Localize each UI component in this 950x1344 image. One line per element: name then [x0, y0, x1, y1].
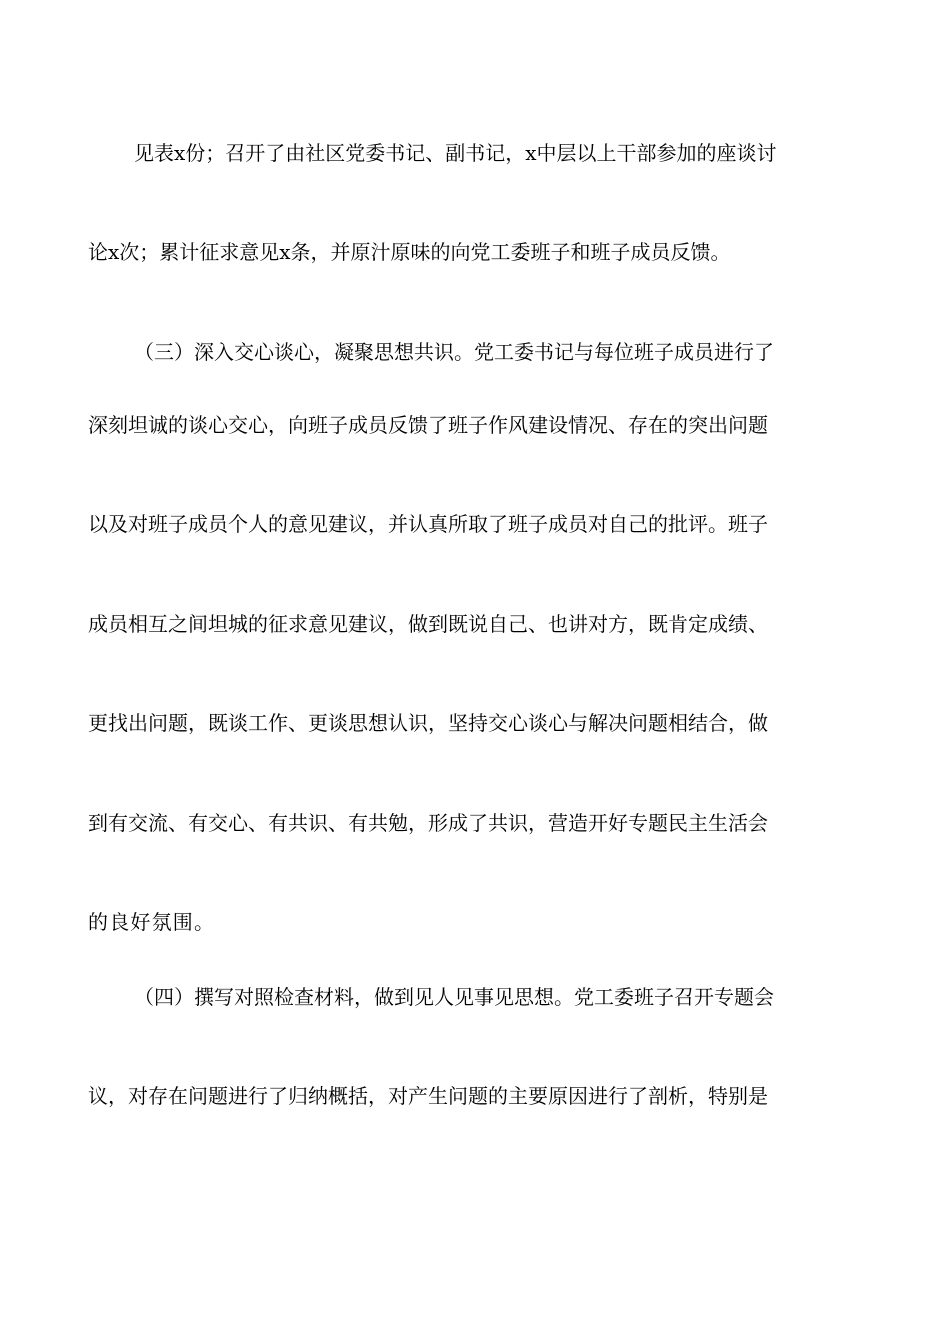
text-line: 成员相互之间坦城的征求意见建议，做到既说自己、也讲对方，既肯定成绩、	[88, 612, 768, 636]
text-line: 更找出问题，既谈工作、更谈思想认识，坚持交心谈心与解决问题相结合，做	[88, 711, 768, 735]
text-line: 论x次；累计征求意见x条，并原汁原味的向党工委班子和班子成员反馈。	[88, 240, 731, 264]
text-line: 以及对班子成员个人的意见建议，并认真所取了班子成员对自己的批评。班子	[88, 512, 768, 536]
text-line: 到有交流、有交心、有共识、有共勉，形成了共识，营造开好专题民主生活会	[88, 811, 768, 835]
text-line: （四）撰写对照检查材料，做到见人见事见思想。党工委班子召开专题会	[134, 985, 774, 1009]
text-line: 见表x份；召开了由社区党委书记、副书记，x中层以上干部参加的座谈讨	[134, 141, 777, 165]
text-line: （三）深入交心谈心，凝聚思想共识。党工委书记与每位班子成员进行了	[134, 340, 774, 364]
text-line: 深刻坦诚的谈心交心，向班子成员反馈了班子作风建设情况、存在的突出问题	[88, 413, 768, 437]
text-line: 议，对存在问题进行了归纳概括，对产生问题的主要原因进行了剖析，特别是	[88, 1084, 768, 1108]
text-line: 的良好氛围。	[88, 910, 216, 934]
